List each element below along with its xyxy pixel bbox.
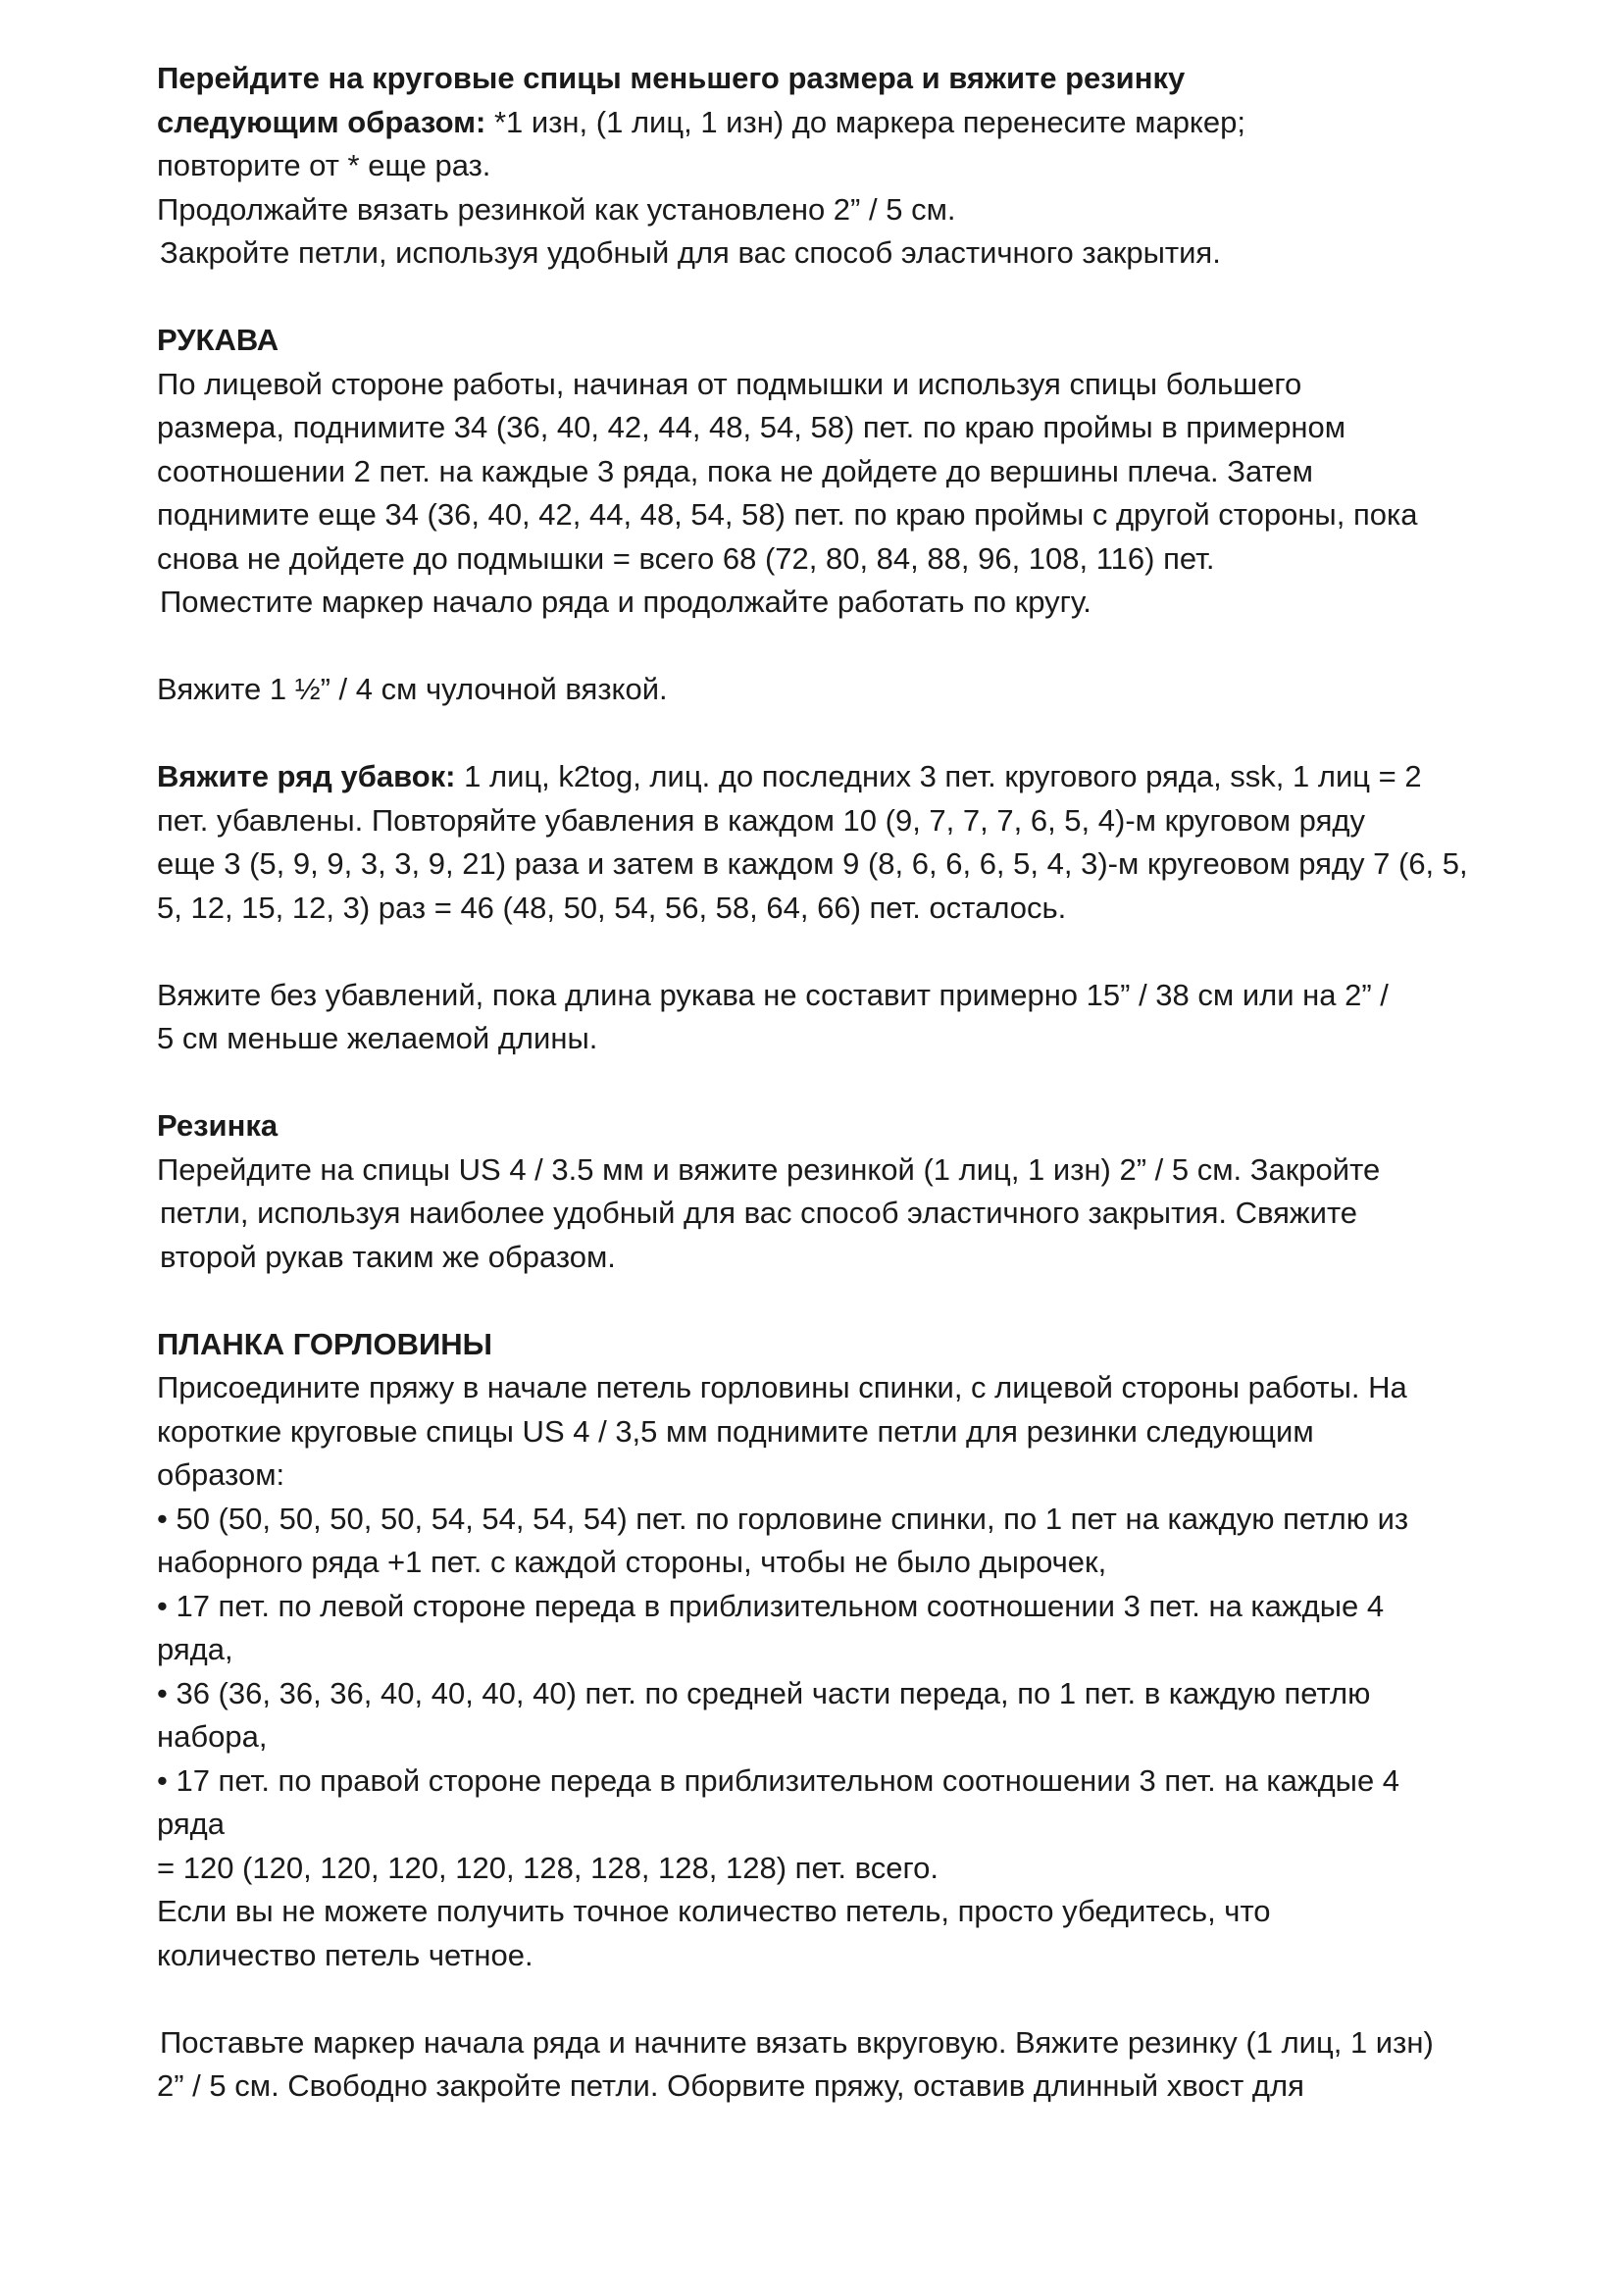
decrease-line: 5, 12, 15, 12, 3) раз = 46 (48, 50, 54, 56, 58, 64, 66) пет. осталось. [157,890,1067,925]
decrease-line: пет. убавлены. Повторяйте убавления в каждом 10 (9, 7, 7, 7, 6, 5, 4)-м круговом ряду [157,802,1365,838]
sleeves-p1-line: Поместите маркер начало ряда и продолжайте работать по кругу. [160,585,1091,619]
intro-lead-2: следующим образом: [157,104,486,139]
neckband-note-line: количество петель четное. [157,1937,533,1972]
bullet-item-cont: набора, [157,1719,268,1754]
neckband-final-line: 2” / 5 см. Свободно закройте петли. Оборвите пряжу, оставив длинный хвост для [157,2068,1304,2103]
rib-line: второй рукав таким же образом. [160,1239,616,1274]
section-heading-neckband: ПЛАНКА ГОРЛОВИНЫ [157,1326,492,1361]
bullet-item: • 17 пет. по правой стороне переда в приблизительном соотношении 3 пет. на каждые 4 [157,1762,1400,1798]
neckband-total: = 120 (120, 120, 120, 120, 128, 128, 128, 128) пет. всего. [157,1850,939,1885]
spacer [157,1061,1530,1105]
bullet-item: • 50 (50, 50, 50, 50, 54, 54, 54, 54) пет. по горловине спинки, по 1 пет на каждую петлю из [157,1501,1409,1536]
bullet-item-cont: наборного ряда +1 пет. с каждой стороны, чтобы не было дырочек, [157,1545,1107,1579]
sleeves-p1-line: снова не дойдете до подмышки = всего 68 (72, 80, 84, 88, 96, 108, 116) пет. [157,540,1215,576]
rib-line: петли, используя наиболее удобный для вас способ эластичного закрытия. Свяжите [160,1196,1358,1230]
intro-line-5: Закройте петли, используя удобный для вас способ эластичного закрытия. [160,235,1221,270]
document-page [157,57,1530,2109]
decrease-lead: Вяжите ряд убавок: [157,759,456,793]
sleeves-p1-line: По лицевой стороне работы, начиная от подмышки и используя спицы большего [157,366,1302,401]
spacer [157,712,1530,756]
spacer [157,930,1530,974]
rib-line: Перейдите на спицы US 4 / 3.5 мм и вяжите резинкой (1 лиц, 1 изн) 2” / 5 см. Закройте [157,1151,1381,1187]
neckband-intro-line: Присоедините пряжу в начале петель горловины спинки, с лицевой стороны работы. На [157,1370,1407,1404]
bullet-item: • 17 пет. по левой стороне переда в приблизительном соотношении 3 пет. на каждые 4 [157,1588,1385,1623]
intro-lead-1: Перейдите на круговые спицы меньшего размера и вяжите резинку [157,61,1186,95]
spacer [157,276,1530,320]
neckband-note-line: Если вы не можете получить точное количество петель, просто убедитесь, что [157,1894,1271,1928]
neckband-intro-line: короткие круговые спицы US 4 / 3,5 мм поднимите петли для резинки следующим [157,1413,1314,1449]
decrease-line: еще 3 (5, 9, 9, 3, 3, 9, 21) раза и затем в каждом 9 (8, 6, 6, 6, 5, 4, 3)-м кругеовом ряду 7 (6, 5, [157,846,1468,881]
spacer [157,625,1530,669]
sleeves-length-line: Вяжите без убавлений, пока длина рукава не составит примерно 15” / 38 см или на 2” / [157,977,1389,1012]
sleeves-stockinette: Вяжите 1 ½” / 4 см чулочной вязкой. [157,672,668,706]
section-heading-rib: Резинка [157,1108,279,1143]
decrease-line [157,755,1530,799]
neckband-final-line: Поставьте маркер начала ряда и начните вязать вкруговую. Вяжите резинку (1 лиц, 1 изн) [160,2024,1434,2060]
bullet-item: • 36 (36, 36, 36, 40, 40, 40, 40) пет. по средней части переда, по 1 пет. в каждую петлю [157,1675,1371,1710]
sleeves-length-line: 5 см меньше желаемой длины. [157,1021,598,1055]
spacer [157,1279,1530,1323]
bullet-item-cont: ряда, [157,1632,233,1666]
intro-line-3: повторите от * еще раз. [157,148,491,182]
neckband-intro-line: образом: [157,1457,285,1492]
sleeves-p1-line: соотношении 2 пет. на каждые 3 ряда, пока не дойдете до вершины плеча. Затем [157,453,1313,488]
bullet-item-cont: ряда [157,1807,226,1841]
intro-line-2 [157,101,1530,145]
sleeves-p1-line: размера, поднимите 34 (36, 40, 42, 44, 48, 54, 58) пет. по краю проймы в примерном [157,410,1346,444]
spacer [157,1977,1530,2021]
section-heading-sleeves: РУКАВА [157,323,279,357]
intro-line-4: Продолжайте вязать резинкой как установлено 2” / 5 см. [157,191,956,227]
decrease-text: 1 лиц, k2tog, лиц. до последних 3 пет. кругового ряда, ssk, 1 лиц = 2 [455,759,1422,793]
sleeves-p1-line: поднимите еще 34 (36, 40, 42, 44, 48, 54, 58) пет. по краю проймы с другой стороны, пока [157,497,1418,532]
intro-line-1 [157,57,1530,101]
intro-line-2-rest: *1 изн, (1 лиц, 1 изн) до маркера перенесите маркер; [485,104,1245,139]
